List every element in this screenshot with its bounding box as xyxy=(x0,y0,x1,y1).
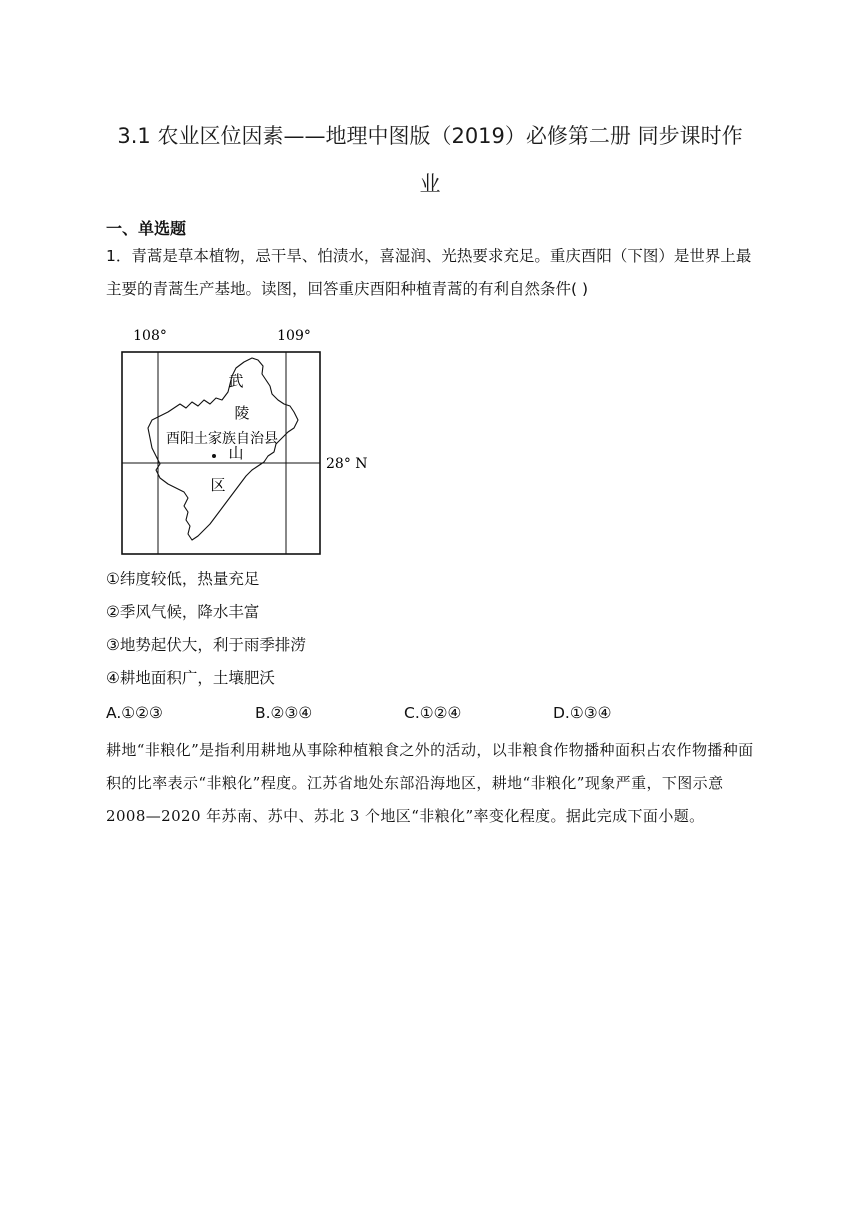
county-boundary xyxy=(148,358,298,540)
youyang-map xyxy=(118,320,388,560)
question-1-stem: 1．青蒿是草本植物，忌干旱、怕渍水，喜湿润、光热要求充足。重庆酉阳（下图）是世界上最主要的青蒿生产基地。读图，回答重庆酉阳种植青蒿的有利自然条件( ) xyxy=(106,247,752,298)
range-char-wu: 武 xyxy=(228,372,244,390)
map-frame xyxy=(122,352,320,554)
longitude-label-108: 108° xyxy=(133,328,167,344)
statement-2: ②季风气候，降水丰富 xyxy=(106,603,260,621)
section-heading: 一、单选题 xyxy=(106,219,187,238)
range-char-qu: 区 xyxy=(210,476,226,494)
statement-3: ③地势起伏大，利于雨季排涝 xyxy=(106,636,306,654)
range-char-shan: 山 xyxy=(228,444,244,462)
county-seat-dot xyxy=(212,454,216,458)
choice-c[interactable]: C.①②④ xyxy=(404,704,462,722)
statement-1: ①纬度较低，热量充足 xyxy=(106,570,260,588)
question-2-intro: 耕地“非粮化”是指利用耕地从事除种植粮食之外的活动，以非粮食作物播种面积占农作物播种面积的比率表示“非粮化”程度。江苏省地处东部沿海地区，耕地“非粮化”现象严重，下图示意 2008—2020 年苏南、苏中、苏北 3 个地区“非粮化”率变化程度。据此完成下面小题。 xyxy=(106,741,754,825)
youyang-map-figure xyxy=(118,320,388,560)
longitude-label-109: 109° xyxy=(277,328,311,344)
county-name-label: 酉阳土家族自治县 xyxy=(166,431,278,447)
choice-a[interactable]: A.①②③ xyxy=(106,704,163,722)
choice-b[interactable]: B.②③④ xyxy=(255,704,313,722)
range-char-ling: 陵 xyxy=(234,404,250,422)
document-title: 3.1 农业区位因素——地理中图版（2019）必修第二册 同步课时作 xyxy=(117,124,743,148)
document-title-continued: 业 xyxy=(419,172,441,196)
latitude-label-28n: 28° N xyxy=(326,456,368,472)
choice-d[interactable]: D.①③④ xyxy=(553,704,612,722)
statement-4: ④耕地面积广，土壤肥沃 xyxy=(106,669,275,687)
